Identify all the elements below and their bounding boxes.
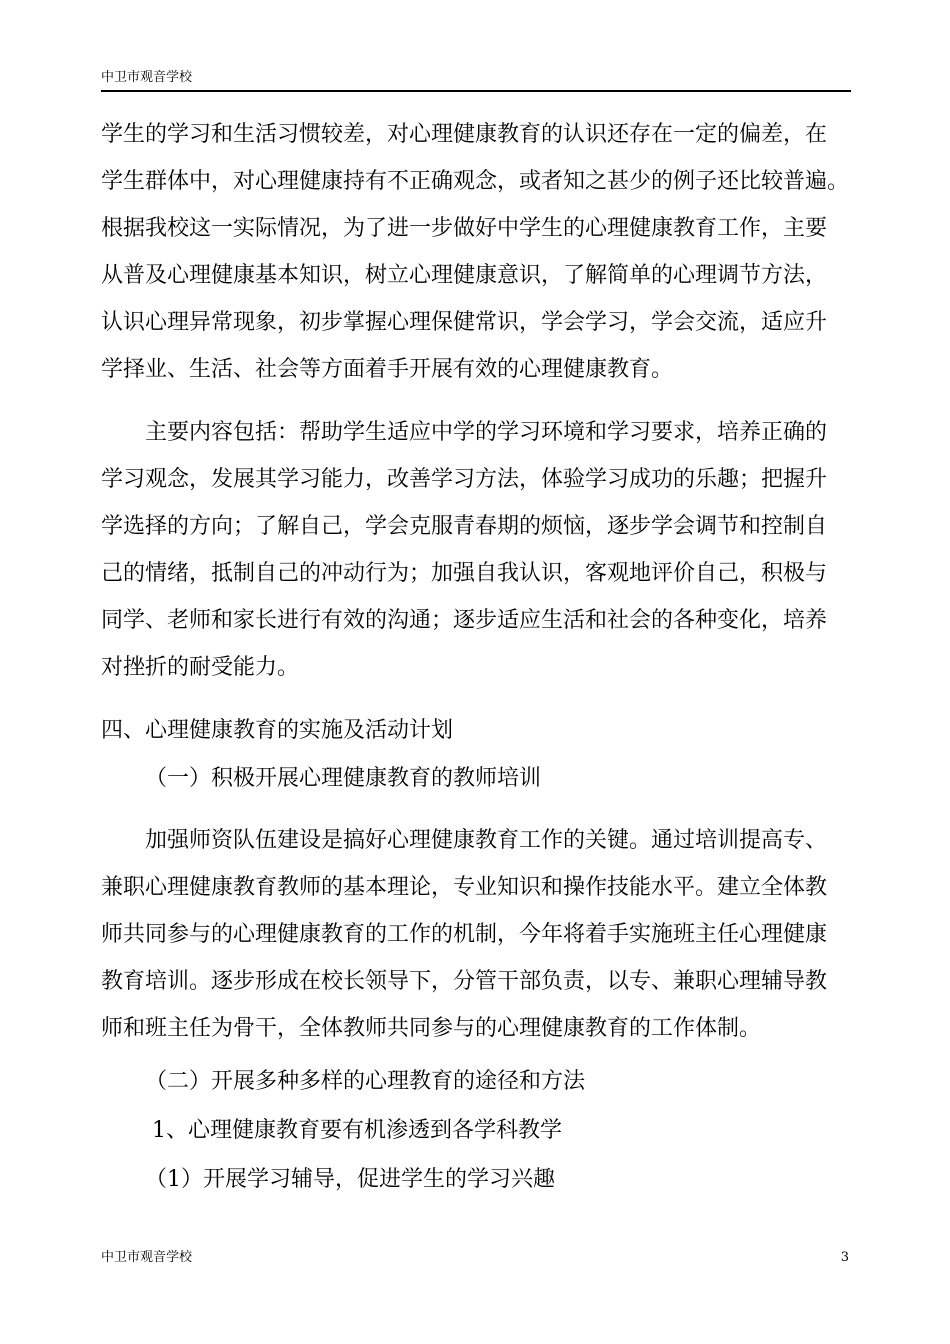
section-heading: 四、心理健康教育的实施及活动计划: [101, 718, 454, 743]
footer-school-name: 中卫市观音学校: [101, 1250, 193, 1265]
body-line-9: 学选择的方向；了解自己，学会克服青春期的烦恼，逐步学会调节和控制自: [101, 514, 828, 539]
page-number: 3: [840, 1250, 849, 1265]
body-line-18: 教育培训。逐步形成在校长领导下，分管干部负责，以专、兼职心理辅导教: [101, 969, 828, 994]
page-footer: [101, 1250, 851, 1268]
body-line-11: 同学、老师和家长进行有效的沟通；逐步适应生活和社会的各种变化，培养: [101, 608, 828, 633]
body-line-10: 己的情绪，抵制自己的冲动行为；加强自我认识，客观地评价自己，积极与: [101, 561, 828, 586]
body-line-4: 从普及心理健康基本知识，树立心理健康意识，了解简单的心理调节方法，: [101, 263, 828, 288]
body-line-5: 认识心理异常现象，初步掌握心理保健常识，学会学习，学会交流，适应升: [101, 310, 828, 335]
body-line-19: 师和班主任为骨干，全体教师共同参与的心理健康教育的工作体制。: [101, 1016, 762, 1041]
body-line-1: 学生的学习和生活习惯较差，对心理健康教育的认识还存在一定的偏差，在: [101, 122, 828, 147]
body-line-17: 师共同参与的心理健康教育的工作的机制，今年将着手实施班主任心理健康: [101, 922, 828, 947]
body-line-16: 兼职心理健康教育教师的基本理论，专业知识和操作技能水平。建立全体教: [101, 875, 828, 900]
subsection-heading-2: （二）开展多种多样的心理教育的途径和方法: [145, 1069, 586, 1094]
page-header: [101, 66, 851, 92]
body-line-8: 学习观念，发展其学习能力，改善学习方法，体验学习成功的乐趣；把握升: [101, 467, 828, 492]
list-item-1-1: （1）开展学习辅导，促进学生的学习兴趣: [145, 1167, 555, 1192]
body-line-15: 加强师资队伍建设是搞好心理健康教育工作的关键。通过培训提高专、: [145, 828, 828, 853]
header-school-name: 中卫市观音学校: [101, 70, 193, 85]
list-item-1: 1、心理健康教育要有机渗透到各学科教学: [152, 1118, 562, 1143]
body-line-12: 对挫折的耐受能力。: [101, 655, 300, 680]
body-line-3: 根据我校这一实际情况，为了进一步做好中学生的心理健康教育工作，主要: [101, 216, 828, 241]
body-line-7: 主要内容包括：帮助学生适应中学的学习环境和学习要求，培养正确的: [145, 420, 828, 445]
body-line-6: 学择业、生活、社会等方面着手开展有效的心理健康教育。: [101, 357, 674, 382]
subsection-heading-1: （一）积极开展心理健康教育的教师培训: [145, 766, 542, 791]
body-line-2: 学生群体中，对心理健康持有不正确观念，或者知之甚少的例子还比较普遍。: [101, 169, 850, 194]
